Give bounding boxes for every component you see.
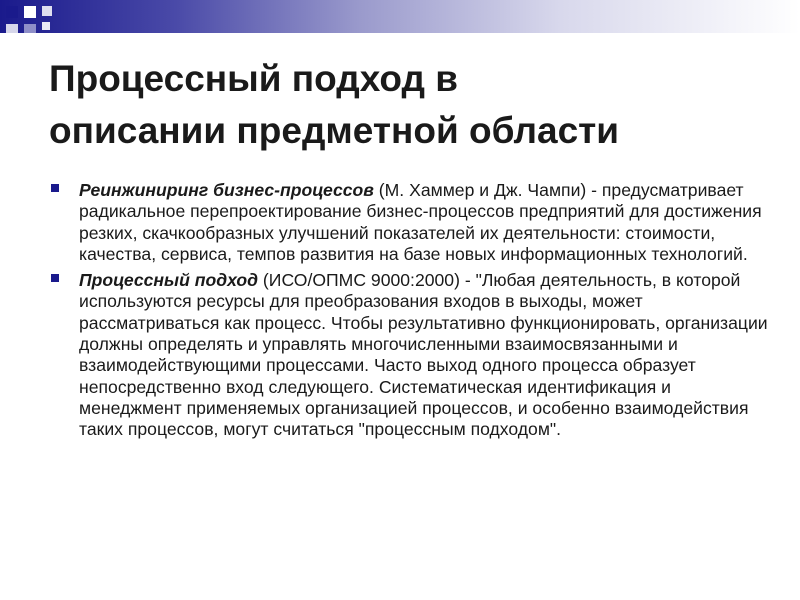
square-bullet-icon — [51, 184, 59, 192]
decor-square-icon — [24, 24, 36, 33]
bullet-term: Процессный подход — [79, 270, 259, 291]
decor-square-icon — [42, 22, 50, 30]
bullet-text: (М. Хаммер и Дж. Чампи) - предусматривает радикальное перепроектирование бизнес-процессов предприятий для достижения резких, скачкообразных улучшений показателей их деятельности: стоимости, качества, сервиса, темпов развития на базе новых информационных технологий. — [79, 180, 762, 264]
list-item — [49, 180, 769, 265]
decor-square-icon — [42, 6, 52, 16]
bullet-list — [49, 180, 769, 446]
decor-square-icon — [6, 6, 18, 18]
slide-title — [49, 53, 769, 157]
decor-square-icon — [24, 6, 36, 18]
title-line-1: Процессный подход в — [49, 58, 458, 99]
decor-square-icon — [6, 24, 18, 33]
bullet-term: Реинжиниринг бизнес-процессов — [79, 180, 374, 200]
list-item — [49, 270, 769, 440]
square-bullet-icon — [51, 274, 59, 282]
header-gradient-band — [0, 0, 800, 33]
title-line-2: описании предметной области — [49, 110, 620, 151]
bullet-text: (ИСО/ОПМС 9000:2000) - "Любая деятельность, в которой используются ресурсы для преобразования входов в выходы, может рассматриваться как процесс. Чтобы результативно функционировать, организации должны определять и управлять многочисленными взаимосвязанными и взаимодействующими процессами. Часто выход одного процесса образует непосредственно вход следующего. Систематическая идентификация и менеджмент применяемых организацией процессов, и особенно взаимодействия таких процессов, могут считаться "процессным подходом". — [79, 270, 768, 440]
